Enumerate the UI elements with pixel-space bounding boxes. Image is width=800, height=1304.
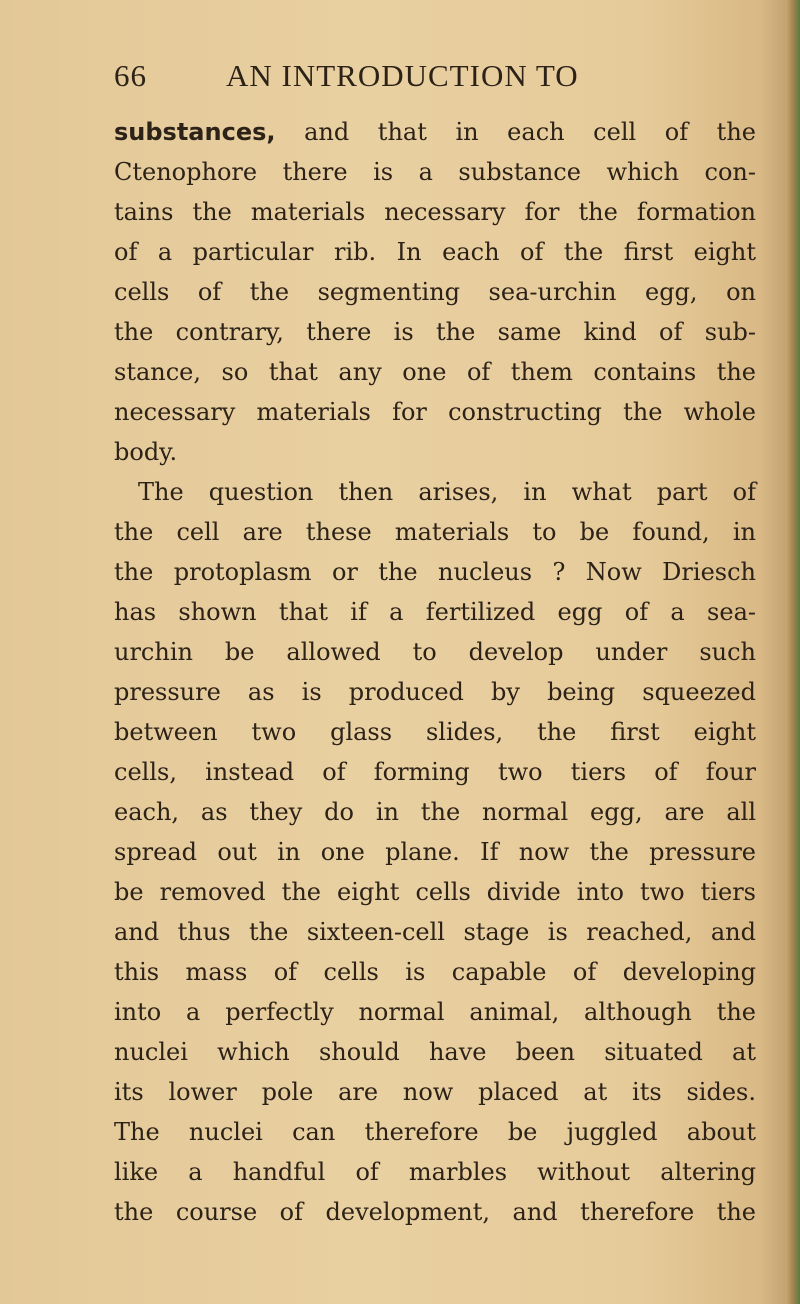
text-line: cells, instead of forming two tiers of four	[114, 758, 756, 786]
text-line-rest: and that in each cell of the	[304, 118, 756, 146]
text-line: the cell are these materials to be found, in	[114, 518, 756, 546]
text-line: into a perfectly normal animal, although the	[114, 998, 756, 1026]
text-line: the contrary, there is the same kind of sub-	[114, 318, 756, 346]
text-line: and thus the sixteen-cell stage is reached, and	[114, 918, 756, 946]
text-line: urchin be allowed to develop under such	[114, 638, 756, 666]
bold-word: substances,	[114, 118, 276, 146]
text-line: Ctenophore there is a substance which con-	[114, 158, 756, 186]
text-line: stance, so that any one of them contains the	[114, 358, 756, 386]
text-line	[114, 112, 756, 152]
running-head: AN INTRODUCTION TO	[226, 58, 579, 93]
text-line: tains the materials necessary for the formation	[114, 198, 756, 226]
text-line: spread out in one plane. If now the pressure	[114, 838, 756, 866]
text-line: like a handful of marbles without altering	[114, 1158, 756, 1186]
text-line: the protoplasm or the nucleus ? Now Driesch	[114, 558, 756, 586]
page-edge	[786, 0, 800, 1304]
text-line: has shown that if a fertilized egg of a sea-	[114, 598, 756, 626]
text-line: between two glass slides, the first eight	[114, 718, 756, 746]
page-header	[114, 58, 754, 102]
body-text	[114, 112, 756, 1232]
page-number: 66	[114, 58, 147, 93]
text-line: necessary materials for constructing the whole	[114, 398, 756, 426]
text-line: nuclei which should have been situated at	[114, 1038, 756, 1066]
text-line: this mass of cells is capable of developing	[114, 958, 756, 986]
text-line: be removed the eight cells divide into two tiers	[114, 878, 756, 906]
text-line: each, as they do in the normal egg, are all	[114, 798, 756, 826]
text-line: the course of development, and therefore the	[114, 1198, 756, 1226]
text-line: its lower pole are now placed at its sides.	[114, 1078, 756, 1106]
text-line: body.	[114, 438, 178, 466]
text-line: pressure as is produced by being squeezed	[114, 678, 756, 706]
text-line: cells of the segmenting sea-urchin egg, on	[114, 278, 756, 306]
text-line: The nuclei can therefore be juggled about	[114, 1118, 756, 1146]
text-line: of a particular rib. In each of the first eight	[114, 238, 756, 266]
text-line: The question then arises, in what part of	[138, 478, 756, 506]
